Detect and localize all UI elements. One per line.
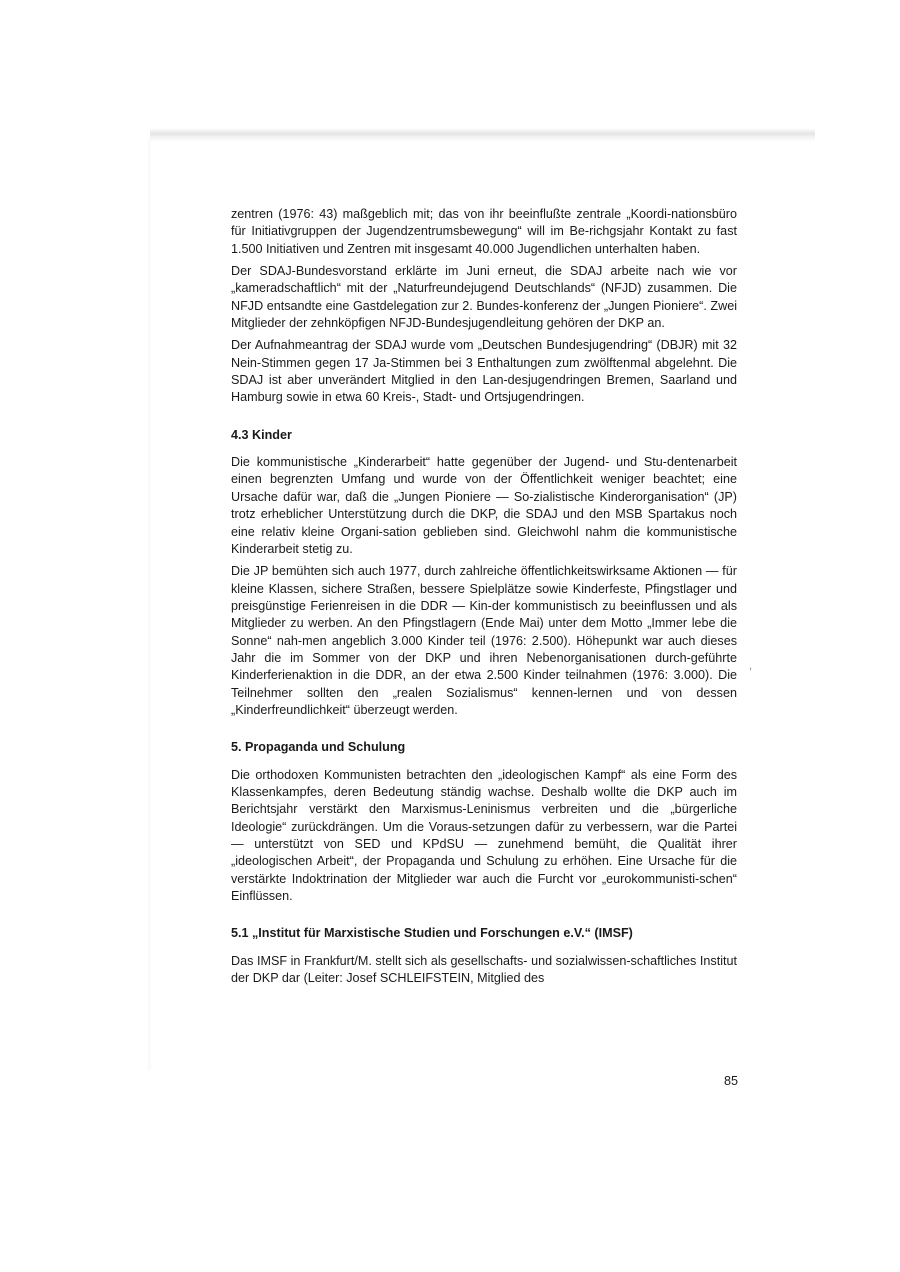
paragraph-dbjr: Der Aufnahmeantrag der SDAJ wurde vom „Deutschen Bundesjugendring“ (DBJR) mit 32 Nein-Stimmen gegen 17 Ja-Stimmen bei 3 Enthaltungen zum zwölftenmal abgelehnt. Die SDAJ ist aber unverändert Mitglied in den Lan-desjugendringen Bremen, Saarland und Hamburg sowie in etwa 60 Kreis-, Stadt- und Ortsjugendringen. bbox=[231, 338, 737, 405]
section-heading-kinder: 4.3 Kinder bbox=[231, 427, 292, 442]
margin-mark: , bbox=[749, 660, 753, 672]
paragraph-jugendzentren: zentren (1976: 43) maßgeblich mit; das von ihr beeinflußte zentrale „Koordi-nationsbüro für Initiativgruppen der Jugendzentrumsbewegung“ will im Be-richgsjahr Kontakt zu fast 1.500 Initiativen und Zentren mit insgesamt 40.000 Jugendlichen unterhalten haben. bbox=[231, 207, 737, 256]
paragraph-jp-aktionen: Die JP bemühten sich auch 1977, durch zahlreiche öffentlichkeitswirksame Aktionen — für kleine Klassen, sichere Straßen, bessere Spielplätze sowie Kinderfeste, Pfingstlager und preisgünstige Ferienreisen in die DDR — Kin-der kommunistisch zu beeinflussen und als Mitglieder zu werben. An den Pfingstlagern (Ende Mai) unter dem Motto „Immer lebe die Sonne“ nah-men angeblich 3.000 Kinder teil (1976: 2.500). Höhepunkt war auch dieses Jahr die im Sommer von der DKP und ihren Nebenorganisationen durch-geführte Kinderferienaktion in die DDR, an der etwa 2.500 Kinder teilnahmen (1976: 3.000). Die Teilnehmer sollten den „realen Sozialismus“ kennen-lernen und von dessen „Kinderfreundlichkeit“ überzeugt werden. bbox=[231, 564, 737, 717]
page-number: 85 bbox=[723, 1074, 738, 1088]
paragraph-ideologischer-kampf: Die orthodoxen Kommunisten betrachten den „ideologischen Kampf“ als eine Form des Klassenkampfes, deren Bedeutung ständig wachse. Deshalb wollte die DKP auch im Berichtsjahr verstärkt den Marxismus-Leninismus verbreiten und die „bürgerliche Ideologie“ zurückdrängen. Um die Voraus-setzungen dafür zu verbessern, war die Partei — unterstützt von SED und KPdSU — zunehmend bemüht, die Qualität ihrer „ideologischen Arbeit“, der Propaganda und Schulung zu erhöhen. Eine Ursache für die verstärkte Indoktrination der Mitglieder war auch die Furcht vor „eurokommunisti-schen“ Einflüssen. bbox=[231, 767, 737, 904]
paragraph-nfjd: Der SDAJ-Bundesvorstand erklärte im Juni erneut, die SDAJ arbeite nach wie vor „kameradschaftlich“ mit der „Naturfreundejugend Deutschlands“ (NFJD) zusammen. Die NFJD entsandte eine Gastdelegation zur 2. Bundes-konferenz der „Jungen Pioniere“. Zwei Mitglieder der zehnköpfigen NFJD-Bundesjugendleitung gehören der DKP an. bbox=[231, 264, 737, 331]
section-heading-propaganda: 5. Propaganda und Schulung bbox=[231, 740, 406, 755]
scan-shadow-left bbox=[148, 140, 152, 1070]
scan-shadow-edge bbox=[150, 128, 815, 142]
section-heading-imsf: 5.1 „Institut für Marxistische Studien und Forschungen e.V.“ (IMSF) bbox=[231, 926, 633, 941]
paragraph-kinderarbeit: Die kommunistische „Kinderarbeit“ hatte gegenüber der Jugend- und Stu-dentenarbeit einen begrenzten Umfang und wurde von der Öffentlichkeit weniger beachtet; eine Ursache dafür war, daß die „Jungen Pioniere — So-zialistische Kinderorganisation“ (JP) trotz erheblicher Unterstützung durch die DKP, die SDAJ und den MSB Spartakus noch eine relativ kleine Organi-sation geblieben sind. Gleichwohl nahm die kommunistische Kinderarbeit stetig zu. bbox=[231, 455, 737, 556]
paragraph-imsf: Das IMSF in Frankfurt/M. stellt sich als gesellschafts- und sozialwissen-schaftliches Institut der DKP dar (Leiter: Josef SCHLEIFSTEIN, Mitglied des bbox=[231, 953, 737, 986]
text-column bbox=[231, 206, 737, 992]
